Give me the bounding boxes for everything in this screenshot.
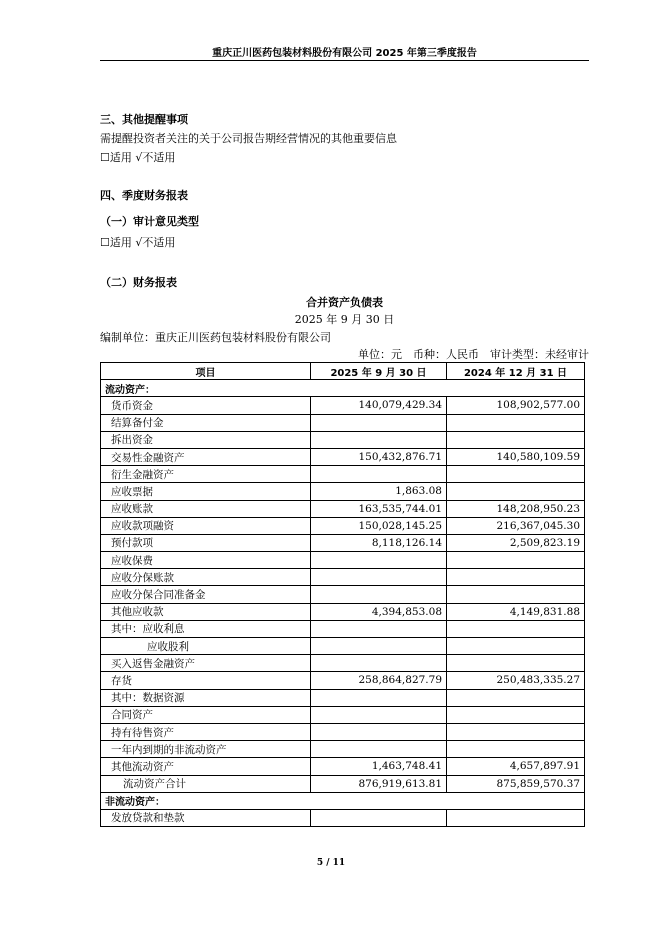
row-item-label: 交易性金融资产 bbox=[101, 448, 311, 465]
table-row bbox=[101, 689, 585, 706]
row-prior-value bbox=[447, 620, 585, 637]
section3-description: 需提醒投资者关注的关于公司报告期经营情况的其他重要信息 bbox=[100, 132, 397, 145]
section4-heading: 四、季度财务报表 bbox=[100, 189, 188, 202]
row-item-label: 发放贷款和垫款 bbox=[101, 809, 311, 826]
row-prior-value: 148,208,950.23 bbox=[447, 500, 585, 517]
row-prior-value bbox=[447, 809, 585, 826]
table-row bbox=[101, 758, 585, 775]
table-header-row bbox=[101, 363, 585, 380]
table-row bbox=[101, 431, 585, 448]
table-row bbox=[101, 655, 585, 672]
row-item-label: 持有待售资产 bbox=[101, 723, 311, 740]
row-current-value bbox=[311, 689, 447, 706]
row-item-label: 货币资金 bbox=[101, 397, 311, 414]
section3-applicability: ☐适用 √不适用 bbox=[100, 151, 176, 164]
row-item-label: 其他应收款 bbox=[101, 603, 311, 620]
row-current-value: 876,919,613.81 bbox=[311, 775, 447, 792]
table-row bbox=[101, 741, 585, 758]
row-item-label: 应收分保账款 bbox=[101, 569, 311, 586]
header-divider bbox=[100, 60, 589, 61]
row-current-value: 1,463,748.41 bbox=[311, 758, 447, 775]
table-row bbox=[101, 534, 585, 551]
row-current-value bbox=[311, 809, 447, 826]
row-item-label: 非流动资产： bbox=[101, 792, 585, 809]
table-row bbox=[101, 552, 585, 569]
row-current-value: 150,028,145.25 bbox=[311, 517, 447, 534]
preparing-entity: 编制单位：重庆正川医药包装材料股份有限公司 bbox=[100, 331, 331, 344]
page-number: 5 / 11 bbox=[316, 858, 346, 868]
row-prior-value bbox=[447, 638, 585, 655]
row-prior-value bbox=[447, 706, 585, 723]
row-current-value bbox=[311, 569, 447, 586]
row-current-value: 140,079,429.34 bbox=[311, 397, 447, 414]
row-item-label: 存货 bbox=[101, 672, 311, 689]
table-row bbox=[101, 397, 585, 414]
row-prior-value: 108,902,577.00 bbox=[447, 397, 585, 414]
row-prior-value: 2,509,823.19 bbox=[447, 534, 585, 551]
row-current-value bbox=[311, 586, 447, 603]
row-prior-value bbox=[447, 741, 585, 758]
row-current-value: 4,394,853.08 bbox=[311, 603, 447, 620]
row-prior-value bbox=[447, 655, 585, 672]
balance-sheet-table bbox=[100, 362, 585, 827]
audit-opinion-applicability: ☐适用 √不适用 bbox=[100, 236, 176, 249]
row-current-value: 163,535,744.01 bbox=[311, 500, 447, 517]
row-prior-value bbox=[447, 569, 585, 586]
row-item-label: 应收分保合同准备金 bbox=[101, 586, 311, 603]
row-current-value bbox=[311, 466, 447, 483]
section3-heading: 三、其他提醒事项 bbox=[100, 113, 188, 126]
row-prior-value bbox=[447, 431, 585, 448]
table-row bbox=[101, 466, 585, 483]
row-prior-value: 216,367,045.30 bbox=[447, 517, 585, 534]
row-item-label: 预付款项 bbox=[101, 534, 311, 551]
statement-date: 2025 年 9 月 30 日 bbox=[294, 313, 395, 326]
table-row bbox=[101, 792, 585, 809]
row-prior-value bbox=[447, 723, 585, 740]
audit-opinion-heading: （一）审计意见类型 bbox=[100, 215, 199, 228]
table-row bbox=[101, 448, 585, 465]
row-current-value: 150,432,876.71 bbox=[311, 448, 447, 465]
row-item-label: 其中：应收利息 bbox=[101, 620, 311, 637]
row-item-label: 应收股利 bbox=[101, 638, 311, 655]
row-prior-value: 4,657,897.91 bbox=[447, 758, 585, 775]
header-prior-period: 2024 年 12 月 31 日 bbox=[447, 363, 585, 380]
row-prior-value: 875,859,570.37 bbox=[447, 775, 585, 792]
row-current-value bbox=[311, 723, 447, 740]
table-row bbox=[101, 414, 585, 431]
row-current-value bbox=[311, 655, 447, 672]
table-row bbox=[101, 638, 585, 655]
row-prior-value bbox=[447, 689, 585, 706]
row-item-label: 其中：数据资源 bbox=[101, 689, 311, 706]
row-item-label: 一年内到期的非流动资产 bbox=[101, 741, 311, 758]
table-row bbox=[101, 723, 585, 740]
row-current-value: 258,864,827.79 bbox=[311, 672, 447, 689]
row-item-label: 流动资产： bbox=[101, 380, 585, 397]
table-row bbox=[101, 483, 585, 500]
table-row bbox=[101, 620, 585, 637]
row-prior-value: 250,483,335.27 bbox=[447, 672, 585, 689]
table-row bbox=[101, 380, 585, 397]
table-row bbox=[101, 517, 585, 534]
row-prior-value: 4,149,831.88 bbox=[447, 603, 585, 620]
row-item-label: 应收款项融资 bbox=[101, 517, 311, 534]
table-row bbox=[101, 569, 585, 586]
row-current-value bbox=[311, 414, 447, 431]
row-item-label: 流动资产合计 bbox=[101, 775, 311, 792]
statement-units: 单位：元 币种：人民币 审计类型：未经审计 bbox=[358, 348, 589, 361]
table-row bbox=[101, 500, 585, 517]
row-item-label: 结算备付金 bbox=[101, 414, 311, 431]
row-current-value bbox=[311, 741, 447, 758]
row-item-label: 合同资产 bbox=[101, 706, 311, 723]
row-item-label: 拆出资金 bbox=[101, 431, 311, 448]
row-prior-value bbox=[447, 414, 585, 431]
row-prior-value bbox=[447, 552, 585, 569]
row-item-label: 买入返售金融资产 bbox=[101, 655, 311, 672]
table-row bbox=[101, 672, 585, 689]
row-item-label: 衍生金融资产 bbox=[101, 466, 311, 483]
table-row bbox=[101, 809, 585, 826]
header-item: 项目 bbox=[101, 363, 311, 380]
row-prior-value bbox=[447, 466, 585, 483]
report-header-title: 重庆正川医药包装材料股份有限公司 2025 年第三季度报告 bbox=[212, 48, 477, 59]
table-row bbox=[101, 603, 585, 620]
row-current-value bbox=[311, 431, 447, 448]
row-item-label: 应收票据 bbox=[101, 483, 311, 500]
statement-title: 合并资产负债表 bbox=[306, 296, 383, 309]
financial-statements-heading: （二）财务报表 bbox=[100, 276, 177, 289]
row-prior-value: 140,580,109.59 bbox=[447, 448, 585, 465]
header-current-period: 2025 年 9 月 30 日 bbox=[311, 363, 447, 380]
row-current-value bbox=[311, 706, 447, 723]
row-prior-value bbox=[447, 483, 585, 500]
row-current-value: 8,118,126.14 bbox=[311, 534, 447, 551]
row-current-value bbox=[311, 620, 447, 637]
row-prior-value bbox=[447, 586, 585, 603]
table-row bbox=[101, 586, 585, 603]
row-current-value bbox=[311, 638, 447, 655]
row-current-value bbox=[311, 552, 447, 569]
row-item-label: 应收账款 bbox=[101, 500, 311, 517]
table-row bbox=[101, 706, 585, 723]
table-row bbox=[101, 775, 585, 792]
row-current-value: 1,863.08 bbox=[311, 483, 447, 500]
row-item-label: 应收保费 bbox=[101, 552, 311, 569]
row-item-label: 其他流动资产 bbox=[101, 758, 311, 775]
